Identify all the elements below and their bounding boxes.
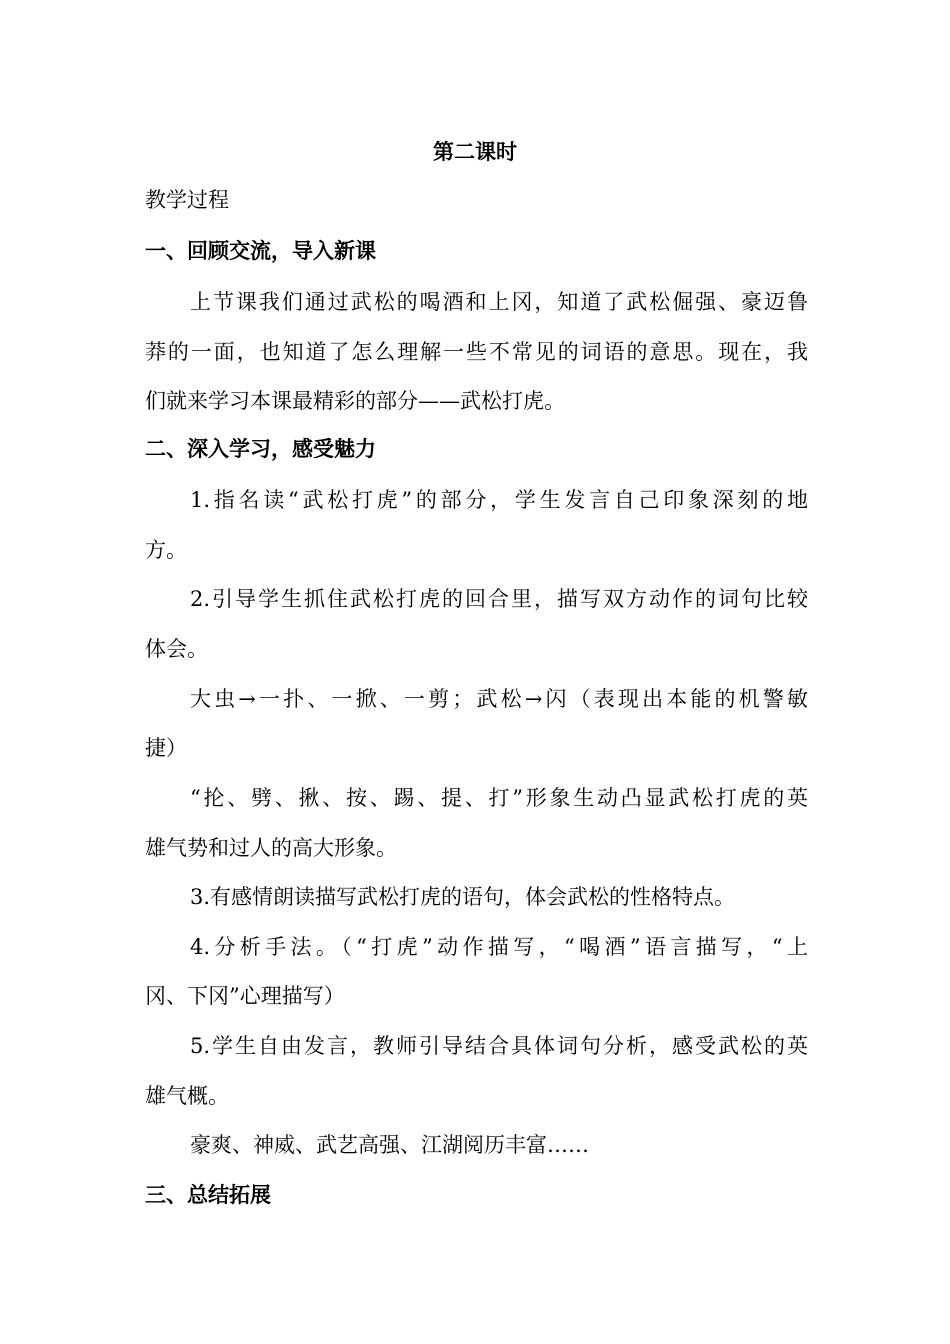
list-item: 5.学生自由发言，教师引导结合具体词句分析，感受武松的英 — [190, 1034, 808, 1058]
list-item: 1.指名读“武松打虎”的部分，学生发言自己印象深刻的地 — [190, 488, 808, 512]
section-heading-2: 二、深入学习，感受魅力 — [145, 437, 376, 461]
list-item: 冈、下冈”心理描写） — [145, 984, 345, 1008]
paragraph-line: 们就来学习本课最精彩的部分——武松打虎。 — [145, 389, 565, 413]
page-title: 第二课时 — [433, 140, 517, 164]
paragraph-line: 雄气势和过人的高大形象。 — [145, 836, 397, 860]
section-heading-3: 三、总结拓展 — [145, 1183, 271, 1207]
list-item: 3.有感情朗读描写武松打虎的语句，体会武松的性格特点。 — [190, 885, 736, 909]
paragraph-line: 上节课我们通过武松的喝酒和上冈，知道了武松倔强、豪迈鲁 — [190, 290, 808, 314]
list-item: 体会。 — [145, 637, 208, 661]
paragraph-line: 大虫→一扑、一掀、一剪；武松→闪（表现出本能的机警敏 — [190, 687, 808, 711]
list-item: 4.分析手法。（“打虎”动作描写，“喝酒”语言描写，“上 — [190, 935, 808, 959]
list-item: 雄气概。 — [145, 1084, 229, 1108]
section-heading-1: 一、回顾交流，导入新课 — [145, 239, 376, 263]
paragraph-line: 莽的一面，也知道了怎么理解一些不常见的词语的意思。现在，我 — [145, 340, 808, 364]
paragraph-line: 捷） — [145, 736, 187, 760]
paragraph-line: “抡、劈、揪、按、踢、提、打”形象生动凸显武松打虎的英 — [190, 786, 808, 810]
list-item: 方。 — [145, 538, 187, 562]
list-item: 2.引导学生抓住武松打虎的回合里，描写双方动作的词句比较 — [190, 587, 808, 611]
paragraph-line: 豪爽、神威、武艺高强、江湖阅历丰富…… — [190, 1133, 589, 1157]
subtitle: 教学过程 — [145, 188, 229, 212]
